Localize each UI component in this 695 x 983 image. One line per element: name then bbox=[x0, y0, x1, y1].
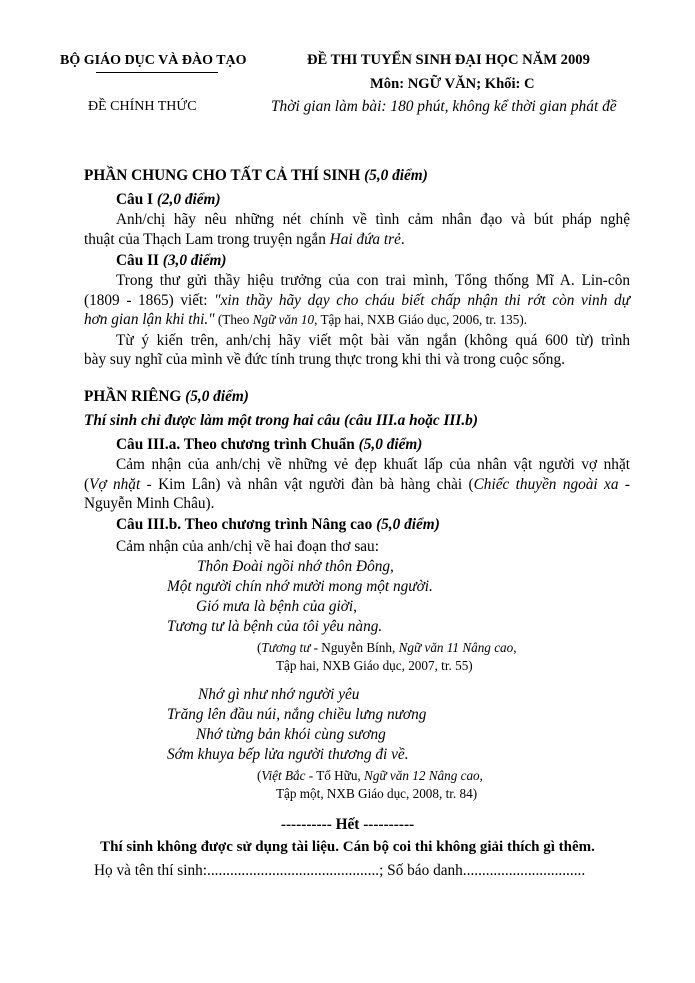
exam-notice: Thí sinh không được sử dụng tài liệu. Cán bộ coi thi không giải thích gì thêm. bbox=[100, 839, 595, 855]
poem2-line: Nhớ từng bản khói cùng sương bbox=[196, 726, 386, 743]
specific-heading-points: (5,0 điểm) bbox=[185, 388, 249, 405]
q2-line1: Trong thư gửi thầy hiệu trưởng của con trai mình, Tổng thống Mĩ A. Lin-côn bbox=[116, 272, 630, 289]
poem1-line: Gió mưa là bệnh của giời, bbox=[196, 598, 357, 615]
q2-cite-book: Ngữ văn 10 bbox=[252, 312, 315, 327]
poem1-line: Một người chín nhớ mười mong một người. bbox=[167, 578, 433, 595]
q2-points: (3,0 điểm) bbox=[162, 252, 227, 269]
poem1-cite-book: Ngữ văn 11 Nâng cao bbox=[398, 640, 514, 655]
q1-points: (2,0 điểm) bbox=[156, 191, 221, 208]
poem2-cite-end: , bbox=[479, 768, 483, 783]
q3a-line1: Cảm nhận của anh/chị về những vẻ đẹp khuất lấp của nhân vật người vợ nhặt bbox=[116, 456, 630, 473]
poem2-citation-line2: Tập một, NXB Giáo dục, 2008, tr. 84) bbox=[276, 786, 478, 801]
exam-subject: Môn: NGỮ VĂN; Khối: C bbox=[370, 76, 535, 92]
q1-label-text: Câu I bbox=[116, 191, 153, 208]
q1-work-title: Hai đứa trẻ bbox=[329, 231, 401, 248]
q1-line2-text: thuật của Thạch Lam trong truyện ngắn bbox=[84, 231, 330, 248]
end-marker: ---------- Hết ---------- bbox=[280, 816, 415, 833]
q3a-line2 bbox=[84, 475, 630, 494]
header-rule bbox=[96, 72, 218, 73]
specific-instruction: Thí sinh chỉ được làm một trong hai câu (câu III.a hoặc III.b) bbox=[84, 412, 478, 429]
poem2-cite-title: Việt Bắc bbox=[261, 768, 306, 783]
q3a-l2-open: ( bbox=[84, 476, 90, 493]
q1-line2-end: . bbox=[400, 231, 405, 248]
q3a-l2-end: - bbox=[618, 476, 630, 493]
q3a-line3: Nguyễn Minh Châu). bbox=[84, 495, 215, 512]
q1-line2 bbox=[84, 230, 405, 249]
q2-line2 bbox=[84, 291, 630, 310]
poem1-line: Tương tư là bệnh của tôi yêu nàng. bbox=[167, 618, 383, 635]
q2-label bbox=[116, 251, 227, 270]
q3a-points: (5,0 điểm) bbox=[358, 436, 423, 453]
poem2-line: Nhớ gì như nhớ người yêu bbox=[198, 686, 360, 703]
q1-label bbox=[116, 190, 221, 209]
general-heading-text: PHẦN CHUNG CHO TẤT CẢ THÍ SINH bbox=[84, 167, 361, 184]
poem2-line: Trăng lên đầu núi, nắng chiều lưng nương bbox=[167, 706, 427, 723]
poem1-cite-author: - Nguyễn Bính, bbox=[310, 640, 399, 655]
q2-label-text: Câu II bbox=[116, 252, 159, 269]
q2-line4: Từ ý kiến trên, anh/chị hãy viết một bài văn ngắn (không quá 600 từ) trình bbox=[116, 332, 630, 349]
specific-heading-text: PHẦN RIÊNG bbox=[84, 388, 182, 405]
poem2-cite-book: Ngữ văn 12 Nâng cao bbox=[364, 768, 480, 783]
exam-duration: Thời gian làm bài: 180 phút, không kể thời gian phát đề bbox=[271, 98, 617, 115]
exam-title: ĐỀ THI TUYỂN SINH ĐẠI HỌC NĂM 2009 bbox=[307, 52, 590, 68]
general-heading bbox=[84, 166, 428, 185]
poem2-line: Sớm khuya bếp lửa người thương đi về. bbox=[167, 746, 409, 763]
poem1-citation: (Tương tư - Nguyễn Bính, Ngữ văn 11 Nâng cao, bbox=[257, 640, 517, 655]
poem2-citation: (Việt Bắc - Tố Hữu, Ngữ văn 12 Nâng cao, bbox=[257, 768, 483, 783]
q2-line3 bbox=[84, 310, 527, 329]
q2-quote-part1: "xin thầy hãy dạy cho cháu biết chấp nhận thi rớt còn vinh dự bbox=[214, 292, 630, 309]
q3b-points: (5,0 điểm) bbox=[376, 516, 440, 533]
q3a-l2-mid: - Kim Lân) và nhân vật người đàn bà hàng chài ( bbox=[140, 476, 474, 493]
q1-line1: Anh/chị hãy nêu những nét chính về tình cảm nhân đạo và bút pháp nghệ bbox=[116, 211, 630, 228]
general-heading-points: (5,0 điểm) bbox=[364, 167, 428, 184]
q3b-label bbox=[116, 515, 440, 534]
q3a-label-text: Câu III.a. Theo chương trình Chuẩn bbox=[116, 436, 355, 453]
poem1-line: Thôn Đoài ngồi nhớ thôn Đông, bbox=[197, 558, 394, 575]
official-label: ĐỀ CHÍNH THỨC bbox=[88, 99, 197, 114]
q2-quote-part2: hơn gian lận khi thi." bbox=[84, 311, 215, 328]
q3a-label bbox=[116, 435, 422, 454]
q3b-intro: Cảm nhận của anh/chị về hai đoạn thơ sau: bbox=[116, 538, 379, 555]
q2-cite-rest: , Tập hai, NXB Giáo dục, 2006, tr. 135). bbox=[314, 312, 528, 327]
specific-heading bbox=[84, 387, 249, 406]
ministry-name: BỘ GIÁO DỤC VÀ ĐÀO TẠO bbox=[60, 53, 247, 68]
poem1-citation-line2: Tập hai, NXB Giáo dục, 2007, tr. 55) bbox=[276, 658, 473, 673]
candidate-info-line: Họ và tên thí sinh:.............................................; Số báo danh................................ bbox=[94, 862, 586, 879]
q3b-label-text: Câu III.b. Theo chương trình Nâng cao bbox=[116, 516, 373, 533]
poem2-cite-author: - Tố Hữu, bbox=[305, 768, 365, 783]
poem1-cite-end: , bbox=[513, 640, 517, 655]
q2-line5: bày suy nghĩ của mình về đức tính trung thực trong khi thi và trong cuộc sống. bbox=[84, 351, 565, 368]
q3a-work1: Vợ nhặt bbox=[89, 476, 141, 493]
q2-cite-open: (Theo bbox=[214, 312, 253, 327]
q2-line2-text: (1809 - 1865) viết: bbox=[84, 292, 215, 309]
q3a-work2: Chiếc thuyền ngoài xa bbox=[473, 476, 619, 493]
poem1-cite-title: Tương tư bbox=[261, 640, 311, 655]
